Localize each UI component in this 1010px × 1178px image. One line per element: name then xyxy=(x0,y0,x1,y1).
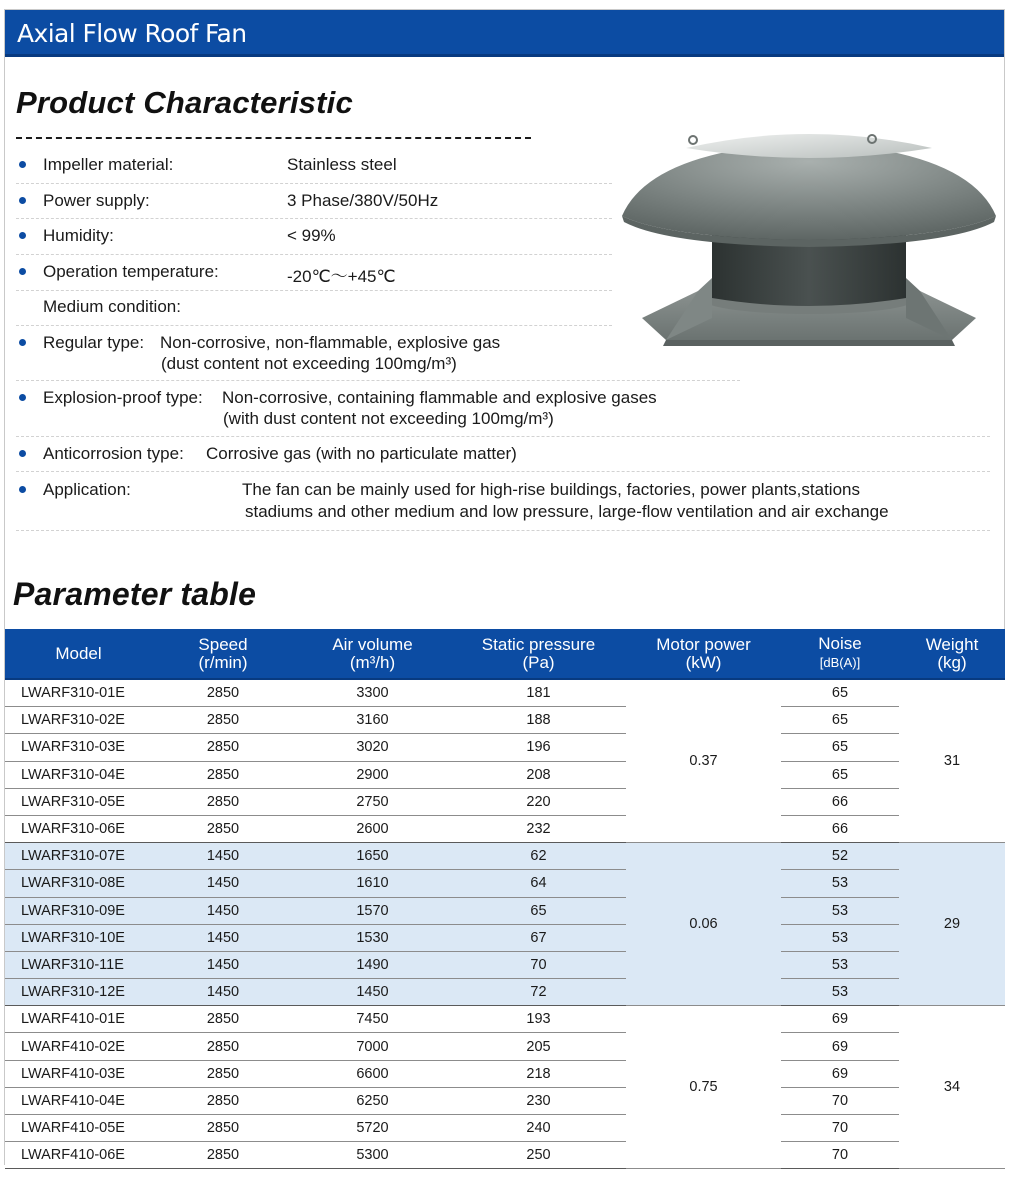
characteristic-label: Regular type: xyxy=(43,333,145,352)
characteristic-item xyxy=(14,388,774,432)
table-row xyxy=(5,761,1005,788)
cell-noise: 65 xyxy=(781,707,899,734)
cell-static-pressure: 67 xyxy=(451,924,626,951)
cell-noise: 65 xyxy=(781,761,899,788)
title-banner xyxy=(5,10,1004,57)
cell-air-volume: 2600 xyxy=(294,815,451,842)
table-row xyxy=(5,734,1005,761)
cell-air-volume: 1650 xyxy=(294,843,451,870)
characteristic-value: -20℃～+45℃ xyxy=(287,267,396,286)
cell-speed: 2850 xyxy=(152,815,294,842)
cell-noise: 69 xyxy=(781,1033,899,1060)
cell-speed: 2850 xyxy=(152,679,294,707)
cell-air-volume: 3160 xyxy=(294,707,451,734)
characteristic-value: 3 Phase/380V/50Hz xyxy=(287,191,439,210)
cell-air-volume: 7000 xyxy=(294,1033,451,1060)
bullet-icon xyxy=(19,161,26,168)
cell-speed: 2850 xyxy=(152,761,294,788)
cell-speed: 2850 xyxy=(152,1115,294,1142)
cell-air-volume: 5300 xyxy=(294,1142,451,1169)
bullet-icon xyxy=(19,232,26,239)
cell-motor-power: 0.37 xyxy=(626,679,781,843)
cell-model: LWARF410-04E xyxy=(5,1087,152,1114)
cell-static-pressure: 64 xyxy=(451,870,626,897)
characteristic-label: Power supply: xyxy=(43,191,150,210)
cell-static-pressure: 230 xyxy=(451,1087,626,1114)
cell-model: LWARF410-02E xyxy=(5,1033,152,1060)
table-row xyxy=(5,1006,1005,1033)
cell-static-pressure: 250 xyxy=(451,1142,626,1169)
row-divider xyxy=(16,530,990,531)
header-motor-power: Motor power (kW) xyxy=(626,629,781,679)
characteristic-item xyxy=(14,297,614,319)
characteristic-label: Operation temperature: xyxy=(43,262,219,281)
cell-noise: 69 xyxy=(781,1060,899,1087)
cell-model: LWARF310-03E xyxy=(5,734,152,761)
characteristic-label: Application: xyxy=(43,480,131,499)
cell-noise: 66 xyxy=(781,788,899,815)
table-row xyxy=(5,979,1005,1006)
cell-air-volume: 3300 xyxy=(294,679,451,707)
cell-speed: 2850 xyxy=(152,707,294,734)
cell-model: LWARF310-06E xyxy=(5,815,152,842)
characteristic-item xyxy=(14,444,774,466)
table-row xyxy=(5,924,1005,951)
cell-motor-power: 0.06 xyxy=(626,843,781,1006)
cell-static-pressure: 62 xyxy=(451,843,626,870)
bullet-icon xyxy=(19,197,26,204)
cell-static-pressure: 181 xyxy=(451,679,626,707)
row-divider xyxy=(16,436,990,437)
table-row xyxy=(5,897,1005,924)
cell-speed: 2850 xyxy=(152,1033,294,1060)
characteristic-label: Explosion-proof type: xyxy=(43,388,203,407)
cell-static-pressure: 188 xyxy=(451,707,626,734)
table-row xyxy=(5,707,1005,734)
bullet-icon xyxy=(19,339,26,346)
cell-model: LWARF410-03E xyxy=(5,1060,152,1087)
cell-model: LWARF310-01E xyxy=(5,679,152,707)
table-row xyxy=(5,1115,1005,1142)
characteristic-note: (dust content not exceeding 100mg/m³) xyxy=(161,354,457,373)
bullet-icon xyxy=(19,394,26,401)
characteristic-value: Stainless steel xyxy=(287,155,397,174)
header-noise: Noise [dB(A)] xyxy=(781,629,899,679)
heading-divider xyxy=(16,137,531,139)
characteristic-item xyxy=(14,480,984,524)
characteristic-label: Humidity: xyxy=(43,226,114,245)
cell-model: LWARF310-11E xyxy=(5,951,152,978)
row-divider xyxy=(16,254,612,255)
table-row xyxy=(5,951,1005,978)
cell-model: LWARF310-08E xyxy=(5,870,152,897)
header-weight: Weight (kg) xyxy=(899,629,1005,679)
characteristic-value: The fan can be mainly used for high-rise buildings, factories, power plants,stations xyxy=(242,480,860,499)
cell-air-volume: 3020 xyxy=(294,734,451,761)
cell-static-pressure: 65 xyxy=(451,897,626,924)
cell-speed: 1450 xyxy=(152,843,294,870)
cell-air-volume: 6250 xyxy=(294,1087,451,1114)
cell-motor-power: 0.75 xyxy=(626,1006,781,1169)
cell-noise: 53 xyxy=(781,897,899,924)
cell-speed: 2850 xyxy=(152,734,294,761)
table-row xyxy=(5,1087,1005,1114)
cell-air-volume: 2750 xyxy=(294,788,451,815)
table-row xyxy=(5,1060,1005,1087)
cell-model: LWARF410-01E xyxy=(5,1006,152,1033)
characteristic-label: Impeller material: xyxy=(43,155,174,174)
row-divider xyxy=(16,471,990,472)
characteristic-item xyxy=(14,333,624,377)
cell-air-volume: 1490 xyxy=(294,951,451,978)
cell-model: LWARF310-04E xyxy=(5,761,152,788)
characteristic-value: Non-corrosive, non-flammable, explosive gas xyxy=(160,333,501,352)
cell-model: LWARF310-07E xyxy=(5,843,152,870)
characteristic-note: (with dust content not exceeding 100mg/m³) xyxy=(223,409,554,428)
cell-noise: 70 xyxy=(781,1115,899,1142)
cell-weight: 29 xyxy=(899,843,1005,1006)
row-divider xyxy=(16,325,612,326)
roof-fan-image xyxy=(620,128,998,346)
parameter-table-heading: Parameter table xyxy=(13,576,257,612)
cell-speed: 2850 xyxy=(152,1006,294,1033)
characteristic-label: Anticorrosion type: xyxy=(43,444,184,463)
cell-static-pressure: 240 xyxy=(451,1115,626,1142)
row-divider xyxy=(16,218,612,219)
row-divider xyxy=(16,183,612,184)
characteristic-item xyxy=(14,226,614,248)
table-row xyxy=(5,870,1005,897)
cell-static-pressure: 232 xyxy=(451,815,626,842)
cell-speed: 1450 xyxy=(152,897,294,924)
characteristic-value: Non-corrosive, containing flammable and explosive gases xyxy=(222,388,657,407)
cell-static-pressure: 220 xyxy=(451,788,626,815)
cell-air-volume: 6600 xyxy=(294,1060,451,1087)
table-row xyxy=(5,788,1005,815)
cell-air-volume: 1570 xyxy=(294,897,451,924)
cell-model: LWARF310-09E xyxy=(5,897,152,924)
cell-speed: 1450 xyxy=(152,951,294,978)
characteristic-label: Medium condition: xyxy=(43,297,181,316)
header-speed: Speed (r/min) xyxy=(152,629,294,679)
cell-noise: 70 xyxy=(781,1087,899,1114)
bullet-icon xyxy=(19,268,26,275)
cell-speed: 2850 xyxy=(152,1060,294,1087)
characteristic-value: < 99% xyxy=(287,226,336,245)
table-row xyxy=(5,1142,1005,1169)
cell-speed: 2850 xyxy=(152,1142,294,1169)
cell-speed: 2850 xyxy=(152,1087,294,1114)
cell-noise: 66 xyxy=(781,815,899,842)
cell-model: LWARF310-10E xyxy=(5,924,152,951)
cell-speed: 1450 xyxy=(152,870,294,897)
cell-noise: 65 xyxy=(781,679,899,707)
bullet-icon xyxy=(19,486,26,493)
cell-noise: 70 xyxy=(781,1142,899,1169)
cell-noise: 53 xyxy=(781,924,899,951)
cell-noise: 53 xyxy=(781,870,899,897)
cell-static-pressure: 208 xyxy=(451,761,626,788)
characteristic-value: Corrosive gas (with no particulate matter) xyxy=(206,444,517,463)
characteristic-note: stadiums and other medium and low pressure, large-flow ventilation and air exchange xyxy=(245,502,889,521)
cell-noise: 52 xyxy=(781,843,899,870)
header-model: Model xyxy=(5,629,152,679)
cell-model: LWARF410-06E xyxy=(5,1142,152,1169)
parameter-table xyxy=(5,629,1005,1169)
characteristics-heading: Product Characteristic xyxy=(16,85,353,120)
cell-air-volume: 1530 xyxy=(294,924,451,951)
cell-air-volume: 1450 xyxy=(294,979,451,1006)
cell-air-volume: 1610 xyxy=(294,870,451,897)
cell-model: LWARF410-05E xyxy=(5,1115,152,1142)
characteristic-item xyxy=(14,191,614,213)
cell-speed: 1450 xyxy=(152,924,294,951)
page-title: Axial Flow Roof Fan xyxy=(17,19,247,48)
cell-noise: 69 xyxy=(781,1006,899,1033)
table-row xyxy=(5,843,1005,870)
header-static-pressure: Static pressure (Pa) xyxy=(451,629,626,679)
characteristic-item xyxy=(14,155,614,177)
cell-weight: 31 xyxy=(899,679,1005,843)
cell-speed: 2850 xyxy=(152,788,294,815)
cell-static-pressure: 205 xyxy=(451,1033,626,1060)
table-row xyxy=(5,1033,1005,1060)
cell-noise: 53 xyxy=(781,951,899,978)
row-divider xyxy=(16,380,740,381)
header-air-volume: Air volume (m³/h) xyxy=(294,629,451,679)
cell-static-pressure: 193 xyxy=(451,1006,626,1033)
cell-model: LWARF310-12E xyxy=(5,979,152,1006)
cell-model: LWARF310-05E xyxy=(5,788,152,815)
characteristic-item xyxy=(14,262,614,284)
cell-air-volume: 5720 xyxy=(294,1115,451,1142)
cell-static-pressure: 72 xyxy=(451,979,626,1006)
cell-noise: 65 xyxy=(781,734,899,761)
table-row xyxy=(5,815,1005,842)
cell-model: LWARF310-02E xyxy=(5,707,152,734)
cell-static-pressure: 70 xyxy=(451,951,626,978)
row-divider xyxy=(16,290,612,291)
cell-air-volume: 2900 xyxy=(294,761,451,788)
cell-weight: 34 xyxy=(899,1006,1005,1169)
cell-speed: 1450 xyxy=(152,979,294,1006)
cell-air-volume: 7450 xyxy=(294,1006,451,1033)
bullet-icon xyxy=(19,450,26,457)
cell-static-pressure: 196 xyxy=(451,734,626,761)
cell-noise: 53 xyxy=(781,979,899,1006)
table-row xyxy=(5,679,1005,707)
table-header-row xyxy=(5,629,1005,679)
cell-static-pressure: 218 xyxy=(451,1060,626,1087)
